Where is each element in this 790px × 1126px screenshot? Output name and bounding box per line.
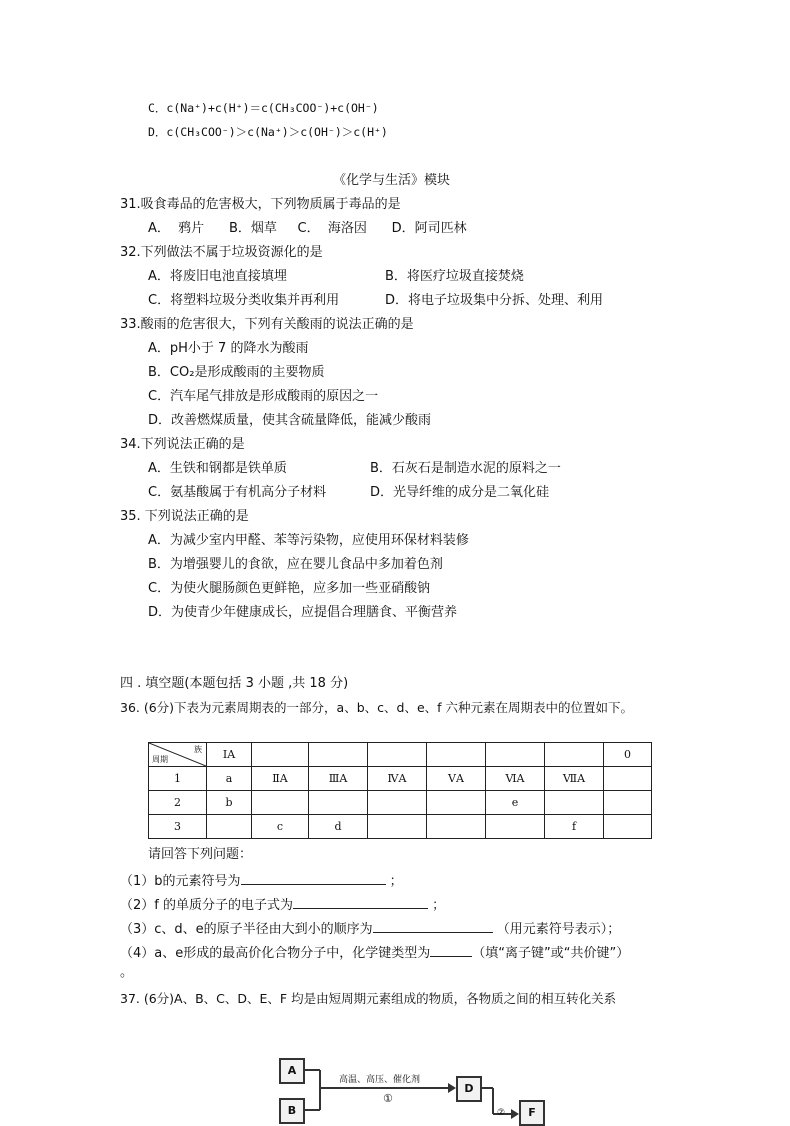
table-cell: f (545, 815, 604, 839)
table-cell (427, 815, 486, 839)
table-cell: 3 (149, 815, 207, 839)
table-cell: ⅥA (486, 767, 545, 791)
sub-question-3-text: （3）c、d、e的原子半径由大到小的顺序为 (120, 922, 373, 937)
q34-option-b: B．石灰石是制造水泥的原料之一 (370, 461, 561, 476)
box-d: D (456, 1076, 482, 1102)
table-cell: ⅦA (545, 767, 604, 791)
table-cell (427, 743, 486, 767)
sub-question-1 (120, 870, 403, 891)
answer-blank-2[interactable] (293, 894, 428, 909)
table-cell: 1 (149, 767, 207, 791)
table-cell: 0 (604, 743, 652, 767)
table-cell (545, 743, 604, 767)
step-1-label: ① (383, 1092, 393, 1105)
q35-option-c: C．为使火腿肠颜色更鲜艳，应多加一些亚硝酸钠 (148, 581, 431, 596)
q32-stem: 32.下列做法不属于垃圾资源化的是 (120, 245, 323, 260)
table-cell (486, 743, 545, 767)
corner-period-label: 周期 (152, 755, 168, 764)
q33-stem: 33.酸雨的危害很大，下列有关酸雨的说法正确的是 (120, 317, 414, 332)
box-b: B (279, 1098, 305, 1124)
table-cell: ⅢA (309, 767, 368, 791)
table-cell: a (207, 767, 252, 791)
table-row (149, 743, 652, 767)
sub-question-1-end: ； (385, 874, 403, 889)
sub-question-2-end: ； (427, 898, 446, 913)
q36-stem: 36. (6分)下表为元素周期表的一部分，a、b、c、d、e、f 六种元素在周期表中的位置如下。 (120, 700, 634, 715)
sub-question-3 (120, 918, 620, 939)
q34-stem: 34.下列说法正确的是 (120, 437, 245, 452)
table-cell (545, 791, 604, 815)
q33-option-d: D．改善燃煤质量，使其含硫量降低，能减少酸雨 (148, 413, 432, 428)
q34-option-d: D．光导纤维的成分是二氧化硅 (370, 485, 550, 500)
table-cell (604, 815, 652, 839)
answer-blank-3[interactable] (373, 918, 493, 933)
table-cell: b (207, 791, 252, 815)
table-cell (368, 791, 427, 815)
table-cell: ⅡA (252, 767, 309, 791)
table-cell: d (309, 815, 368, 839)
sub-question-4-period: 。 (120, 965, 134, 980)
table-cell: c (252, 815, 309, 839)
q32-option-d: D．将电子垃圾集中分拆、处理、利用 (385, 293, 604, 308)
q33-option-b: B．CO₂是形成酸雨的主要物质 (148, 365, 325, 380)
prev-option-d: D．c(CH₃COO⁻)＞c(Na⁺)＞c(OH⁻)＞c(H⁺) (148, 125, 388, 139)
sub-question-1-text: （1）b的元素符号为 (120, 874, 241, 889)
conversion-diagram (275, 1050, 575, 1119)
q34-option-a: A．生铁和钢都是铁单质 (148, 461, 287, 476)
q35-option-d: D．为使青少年健康成长，应提倡合理膳食、平衡营养 (148, 605, 458, 620)
periodic-table (148, 742, 652, 839)
q35-stem: 35. 下列说法正确的是 (120, 509, 249, 524)
answer-blank-4[interactable] (430, 942, 472, 957)
table-cell (486, 815, 545, 839)
table-corner-cell (149, 743, 207, 767)
table-row (149, 791, 652, 815)
step-2-label: ② (497, 1108, 506, 1118)
sub-question-3-end: （用元素符号表示）； (492, 922, 621, 937)
sub-question-2-text: （2）f 的单质分子的电子式为 (120, 898, 293, 913)
box-f: F (519, 1100, 545, 1126)
table-cell: e (486, 791, 545, 815)
q33-option-a: A．pH小于 7 的降水为酸雨 (148, 341, 309, 356)
table-cell: ⅣA (368, 767, 427, 791)
q31-stem: 31.吸食毒品的危害极大，下列物质属于毒品的是 (120, 197, 401, 212)
sub-question-4-text: （4）a、e形成的最高价化合物分子中，化学键类型为 (120, 946, 431, 961)
table-row (149, 815, 652, 839)
table-cell (309, 743, 368, 767)
q33-option-c: C．汽车尾气排放是形成酸雨的原因之一 (148, 389, 379, 404)
sub-question-4-end: （填“离子键”或“共价键”） (472, 946, 630, 961)
sub-question-4 (120, 942, 629, 963)
table-cell (252, 743, 309, 767)
table-cell (604, 791, 652, 815)
reaction-condition-label: 高温、高压、催化剂 (339, 1075, 421, 1085)
table-cell (252, 791, 309, 815)
table-cell (604, 767, 652, 791)
table-cell (427, 791, 486, 815)
table-cell (368, 815, 427, 839)
prev-option-c: C．c(Na⁺)+c(H⁺)＝c(CH₃COO⁻)+c(OH⁻) (148, 101, 379, 115)
table-cell: ⅠA (207, 743, 252, 767)
q37-stem: 37. (6分)A、B、C、D、E、F 均是由短周期元素组成的物质，各物质之间的相互转化关系 (120, 991, 617, 1006)
table-row (149, 767, 652, 791)
module-title: 《化学与生活》模块 (333, 173, 451, 188)
q35-option-b: B．为增强婴儿的食欲，应在婴儿食品中多加着色剂 (148, 557, 443, 572)
q35-option-a: A．为减少室内甲醛、苯等污染物，应使用环保材料装修 (148, 533, 469, 548)
answer-blank-1[interactable] (241, 870, 386, 885)
box-a: A (279, 1058, 305, 1084)
table-cell: ⅤA (427, 767, 486, 791)
section4-heading: 四 . 填空题(本题包括 3 小题 ,共 18 分) (120, 676, 349, 691)
table-cell (309, 791, 368, 815)
sub-question-2 (120, 894, 445, 915)
q32-option-a: A．将废旧电池直接填埋 (148, 269, 287, 284)
q32-option-b: B．将医疗垃圾直接焚烧 (385, 269, 524, 284)
table-cell: 2 (149, 791, 207, 815)
answer-prompt: 请回答下列问题： (148, 847, 253, 862)
q31-options: A． 鸦片 B．烟草 C． 海洛因 D．阿司匹林 (148, 221, 467, 236)
table-cell (368, 743, 427, 767)
corner-group-label: 族 (194, 745, 202, 754)
q34-option-c: C．氨基酸属于有机高分子材料 (148, 485, 327, 500)
table-cell (207, 815, 252, 839)
q32-option-c: C．将塑料垃圾分类收集并再利用 (148, 293, 340, 308)
